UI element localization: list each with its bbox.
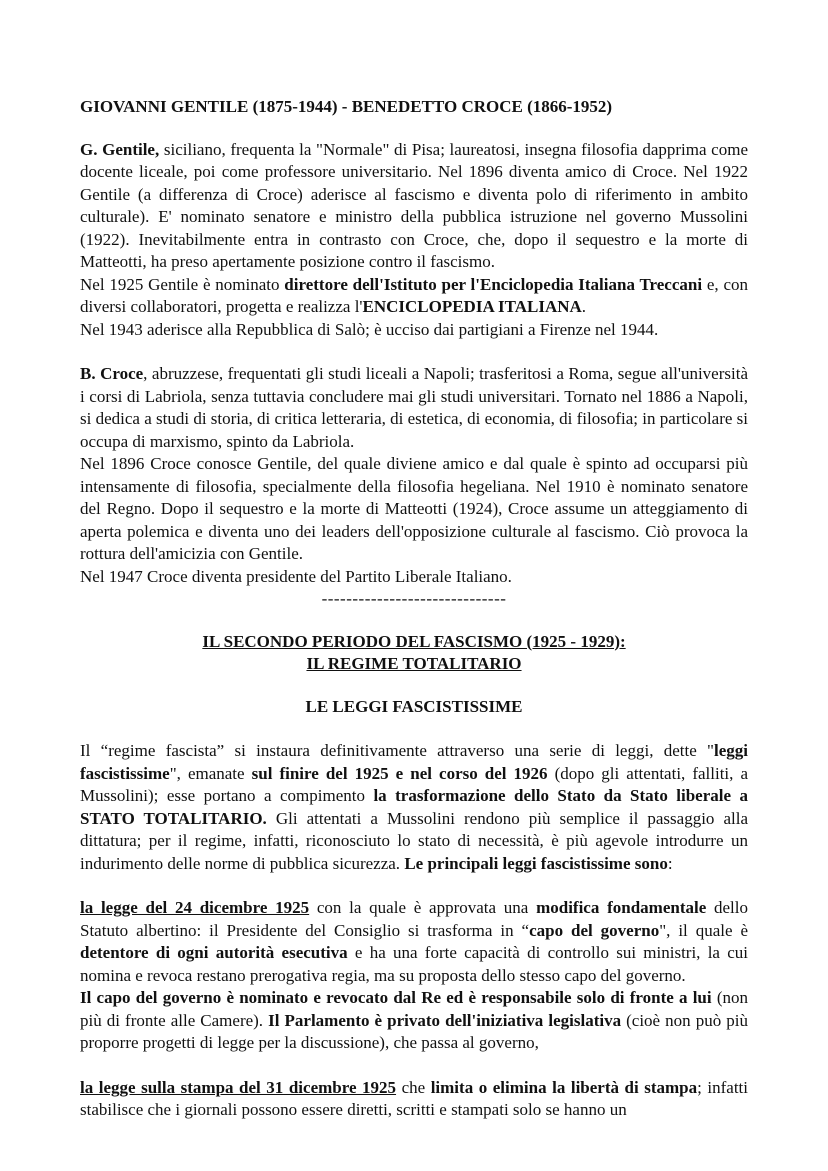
gentile-name: G. Gentile, bbox=[80, 139, 160, 159]
law2-text-d: ; infatti stabilisce che i giornali possono essere diretti, scritti e stampati solo se hanno un bbox=[80, 1077, 749, 1119]
law1-text-d: dello Statuto albertino: il Presidente del Consiglio si trasforma in “ bbox=[80, 898, 748, 940]
gentile-text-2d: ENCICLOPEDIA ITALIANA bbox=[362, 297, 582, 316]
law2-text-b: che bbox=[396, 1077, 431, 1097]
law1-text-l: (cioè non può più proporre progetti di legge per la discussione), che passa al governo, bbox=[80, 1010, 748, 1052]
law1-text-c: modifica fondamentale bbox=[536, 898, 707, 917]
law1-text-b: con la quale è approvata una bbox=[309, 898, 537, 917]
intro-text-a: Il “regime fascista” si instaura definitivamente attraverso una serie di leggi, dette " bbox=[80, 741, 714, 760]
law1-paragraph-1 bbox=[80, 897, 748, 987]
law2-text-c: limita o elimina la libertà di stampa bbox=[430, 1077, 698, 1097]
law1-text-j: (non più di fronte alle Camere). bbox=[80, 988, 748, 1030]
croce-name: B. Croce bbox=[80, 364, 144, 383]
law2-paragraph bbox=[80, 1077, 748, 1122]
croce-paragraph-3: Nel 1947 Croce diventa presidente del Partito Liberale Italiano. bbox=[80, 566, 512, 586]
law1-text-k: Il Parlamento è privato dell'iniziativa legislativa bbox=[268, 1010, 622, 1030]
spacer bbox=[80, 341, 748, 363]
intro-text-b: leggi fascistissime bbox=[80, 741, 748, 783]
spacer bbox=[80, 611, 748, 631]
gentile-text-2c: e, con diversi collaboratori, progetta e realizza l' bbox=[80, 274, 748, 316]
law1-text-f: ", il quale è bbox=[659, 920, 748, 940]
law1-text-e: capo del governo bbox=[529, 920, 660, 940]
law1-text-i: Il capo del governo è nominato e revocato dal Re ed è responsabile solo di fronte a lui bbox=[80, 988, 712, 1007]
law1-text-g: detentore di ogni autorità esecutiva bbox=[80, 943, 348, 962]
gentile-paragraph-2 bbox=[80, 274, 748, 319]
gentile-text-2e: . bbox=[581, 297, 587, 316]
law1-paragraph-2 bbox=[80, 987, 748, 1055]
spacer bbox=[80, 1055, 748, 1077]
gentile-paragraph-3: Nel 1943 aderisce alla Repubblica di Salò; è ucciso dai partigiani a Firenze nel 1944. bbox=[80, 319, 659, 339]
section-subheading: LE LEGGI FASCISTISSIME bbox=[305, 696, 523, 716]
gentile-text-1: siciliano, frequenta la "Normale" di Pisa; laureatosi, insegna filosofia dapprima come docente liceale, poi come professore universitario. Nel 1896 diventa amico di Croce. Nel 1922 Gentile (a differenza di Croce) aderisce al fascismo e diventa polo di riferimento in ambito culturale). E' nominato senatore e ministro della pubblica istruzione nel governo Mussolini (1922). Inevitabilmente entra in contrasto con Croce, che, dopo il sequestro e la morte di Matteotti, ha preso apertamente posizione contro il fascismo. bbox=[80, 139, 748, 271]
law2-title: la legge sulla stampa del 31 dicembre 1925 bbox=[80, 1077, 397, 1097]
document-title: GIOVANNI GENTILE (1875-1944) - BENEDETTO CROCE (1866-1952) bbox=[80, 97, 613, 116]
law1-title: la legge del 24 dicembre 1925 bbox=[80, 898, 310, 917]
intro-text-h: Le principali leggi fascistissime sono bbox=[404, 853, 668, 873]
intro-text-c: ", emanate bbox=[169, 763, 252, 783]
spacer bbox=[80, 875, 748, 897]
spacer bbox=[80, 718, 748, 740]
intro-paragraph bbox=[80, 740, 748, 875]
gentile-text-2a: Nel 1925 Gentile è nominato bbox=[80, 274, 285, 294]
intro-text-d: sul finire del 1925 e nel corso del 1926 bbox=[251, 763, 548, 783]
intro-text-e: (dopo gli attentati, falliti, a Mussolini); esse portano a compimento bbox=[80, 763, 748, 805]
gentile-text-2b: direttore dell'Istituto per l'Enciclopedia Italiana Treccani bbox=[284, 274, 703, 294]
section-heading-1: IL SECONDO PERIODO DEL FASCISMO (1925 - 1929): bbox=[202, 631, 626, 651]
intro-text-i: : bbox=[667, 853, 673, 873]
separator-line: ------------------------------ bbox=[321, 589, 507, 608]
section-heading-2: IL REGIME TOTALITARIO bbox=[306, 654, 522, 673]
gentile-paragraph-1 bbox=[80, 139, 748, 274]
croce-text-1: , abruzzese, frequentati gli studi liceali a Napoli; trasferitosi a Roma, segue all'università i corsi di Labriola, senza tuttavia concludere mai gli studi universitari. Tornato nel 1886 a Napoli, si dedica a studi di storia, di critica letteraria, di estetica, di economia, di filosofia; in particolare si occupa di marxismo, spinto da Labriola. bbox=[80, 364, 748, 451]
intro-text-f: la trasformazione dello Stato da Stato liberale a STATO TOTALITARIO. bbox=[80, 786, 748, 828]
croce-paragraph-2: Nel 1896 Croce conosce Gentile, del quale diviene amico e dal quale è spinto ad occuparsi più intensamente di filosofia, specialmente della filosofia hegeliana. Nel 1910 è nominato senatore del Regno. Dopo il sequestro e la morte di Matteotti (1924), Croce assume un atteggiamento di aperta polemica e diventa uno dei leaders dell'opposizione culturale al fascismo. Ciò provoca la rottura dell'amicizia con Gentile. bbox=[80, 454, 748, 563]
law1-text-h: e ha una forte capacità di controllo sui ministri, la cui nomina e revoca restano prerogativa regia, ma su proposta dello stesso capo del governo. bbox=[80, 943, 748, 985]
spacer bbox=[80, 676, 748, 696]
intro-text-g: Gli attentati a Mussolini rendono più semplice il passaggio alla dittatura; per il regime, infatti, riconosciuto lo stato di necessità, è più agevole introdurre un indurimento delle norme di pubblica sicurezza. bbox=[80, 808, 748, 873]
croce-paragraph-1 bbox=[80, 363, 748, 453]
